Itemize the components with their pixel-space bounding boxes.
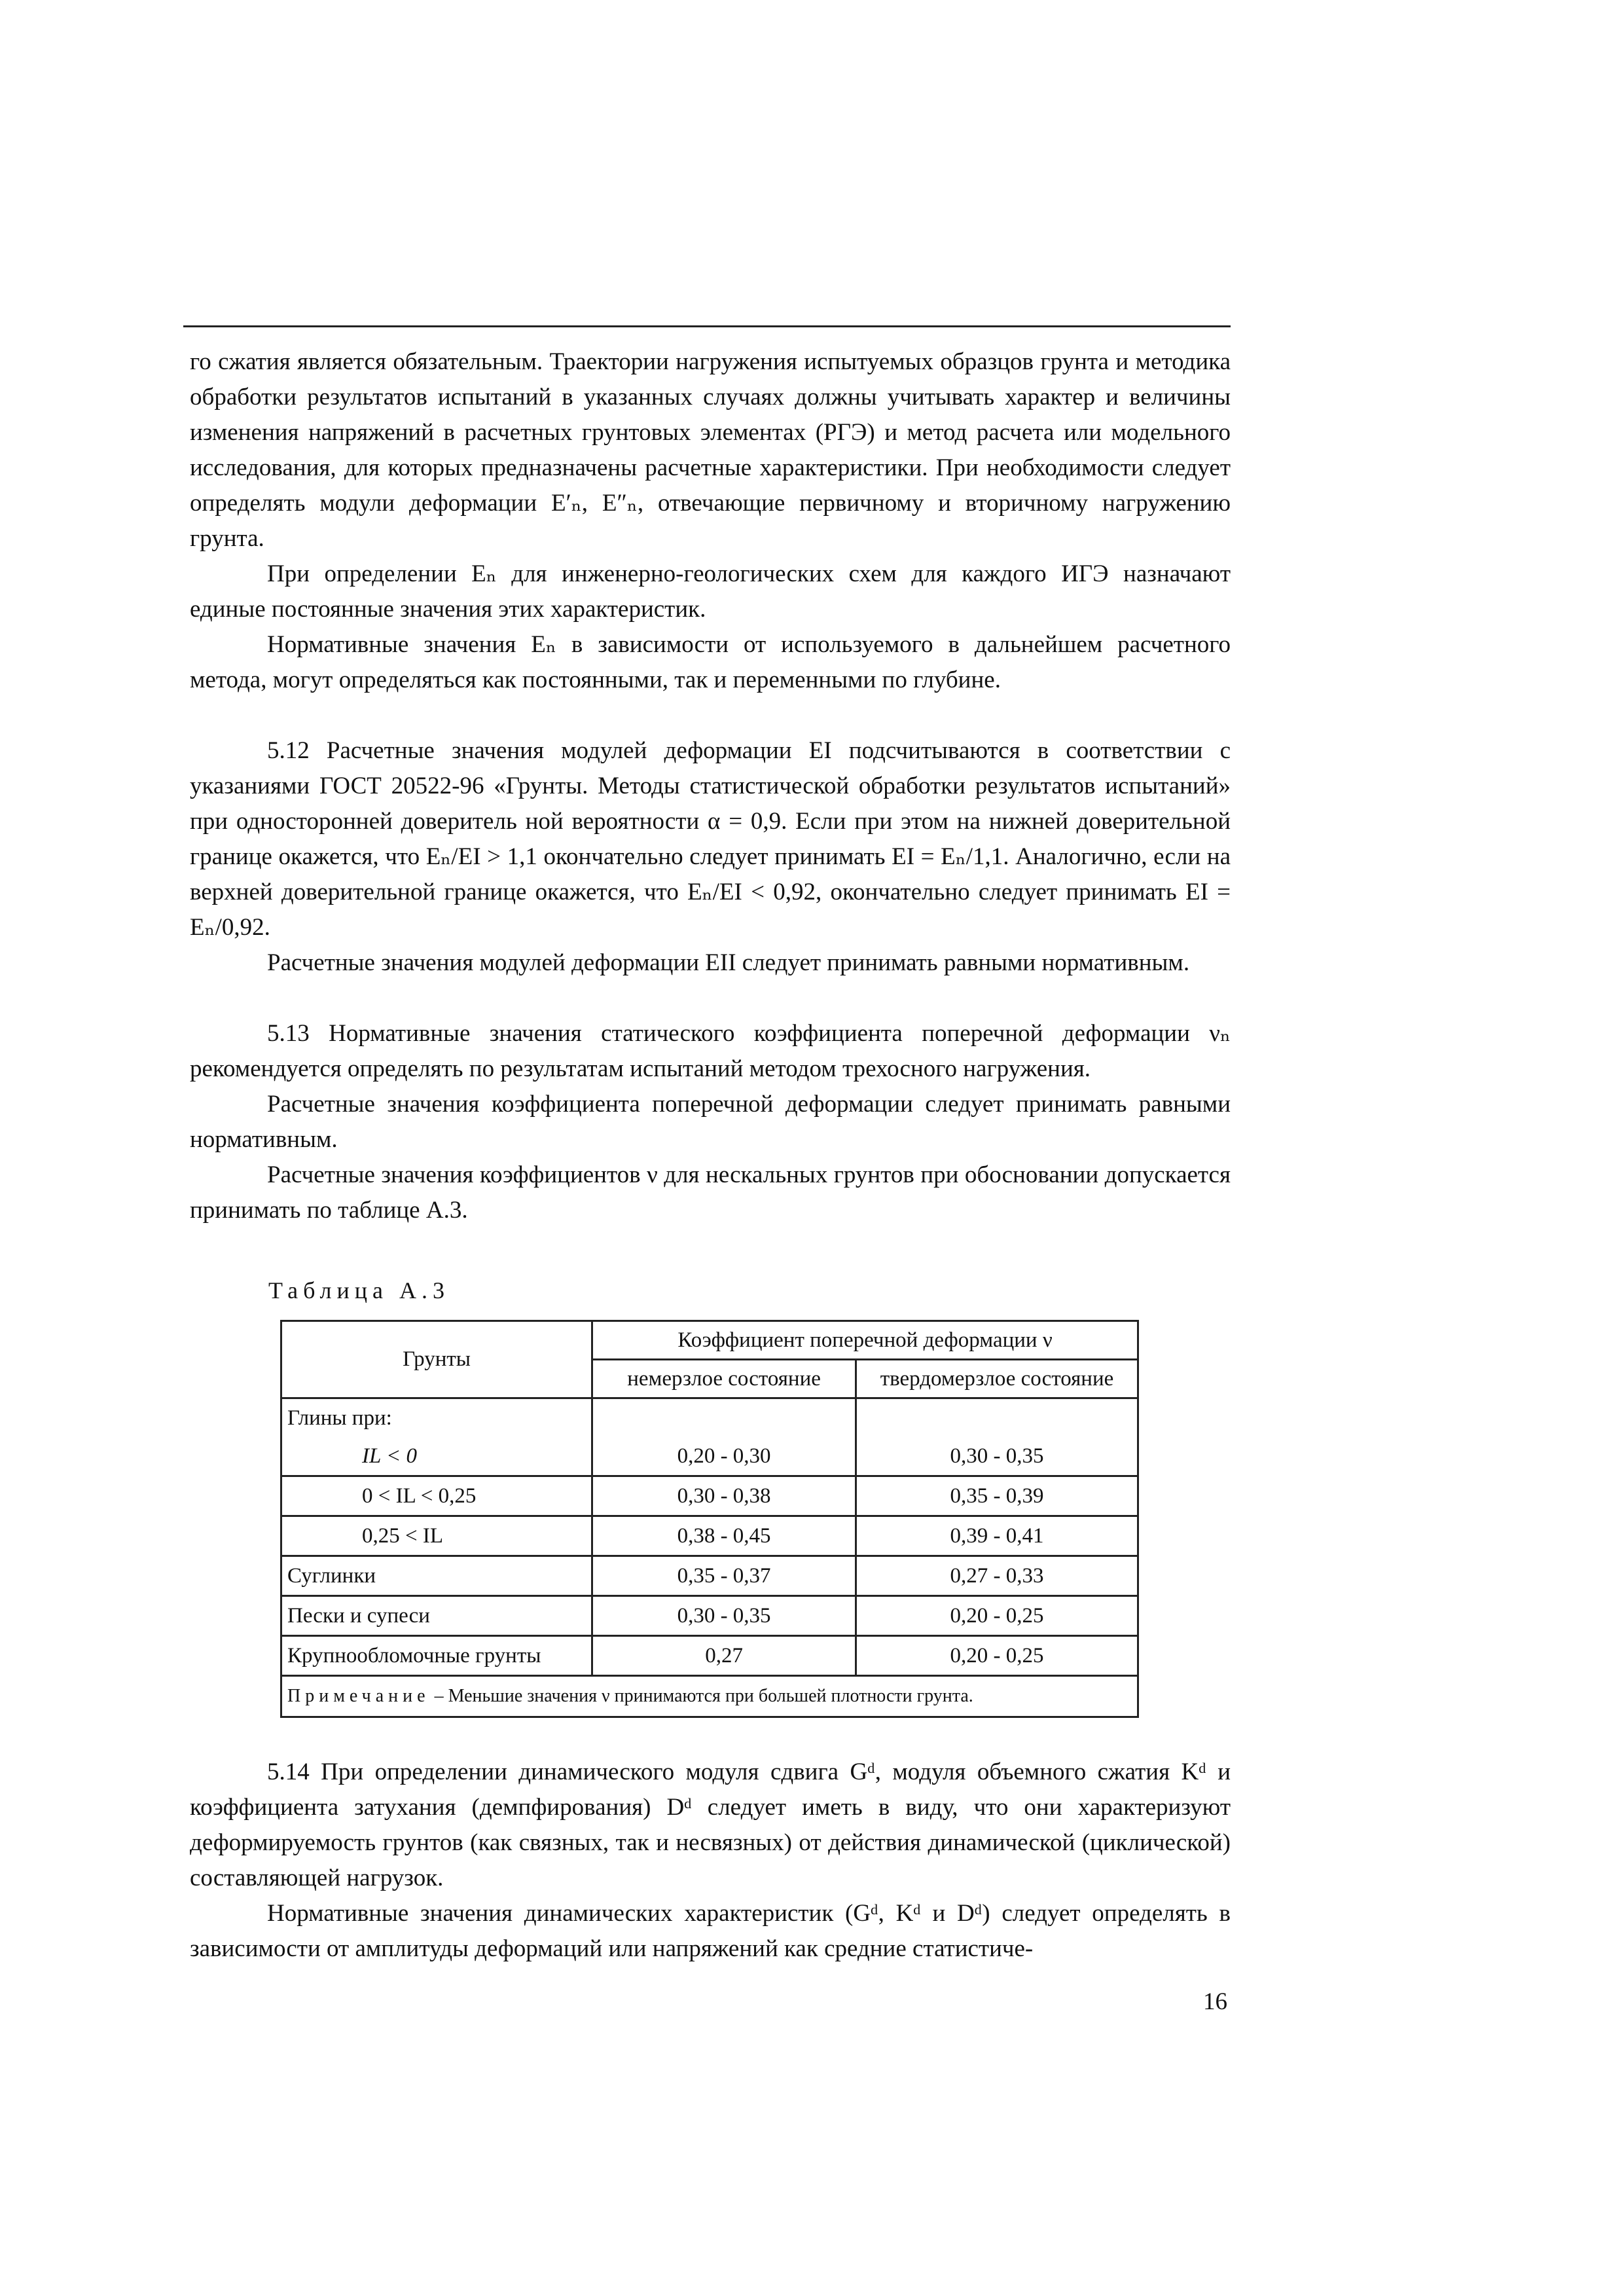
note-text: – Меньшие значения ν принимаются при большей плотности грунта. bbox=[429, 1686, 973, 1706]
table-row: Суглинки 0,35 - 0,37 0,27 - 0,33 bbox=[281, 1556, 1138, 1596]
paragraph-5-13: 5.13 Нормативные значения статического коэффициента поперечной деформации νₙ рекомендуется определять по результатам испытаний методом трехосного нагружения. bbox=[190, 1020, 1231, 1082]
col-header-group: Коэффициент поперечной деформации ν bbox=[592, 1321, 1138, 1360]
col-header-soils: Грунты bbox=[281, 1321, 592, 1398]
table-row: Глины при: bbox=[281, 1398, 1138, 1438]
table-row: 0 < IL < 0,25 0,30 - 0,38 0,35 - 0,39 bbox=[281, 1476, 1138, 1516]
paragraph-5-12: 5.12 Расчетные значения модулей деформации EI подсчитываются в соответствии с указаниями ГОСТ 20522-96 «Грунты. Методы статистической обработки результатов испытаний» при односторонней доверитель ной вероятности α = 0,9. Если при этом на нижней доверительной границе окажется, что Eₙ/EI > 1,1 окончательно следует принимать EI = Eₙ/1,1. Аналогично, если на верхней доверительной границе окажется, что Eₙ/EI < 0,92, окончательно следует принимать EI = Eₙ/0,92. bbox=[190, 737, 1231, 941]
table-caption: Таблица А.3 bbox=[268, 1277, 450, 1303]
paragraph-5-12b: Расчетные значения модулей деформации EII следует принимать равными нормативным. bbox=[267, 949, 1190, 976]
col-header-frozen: твердомерзлое состояние bbox=[856, 1360, 1138, 1398]
col-header-unfrozen: немерзлое состояние bbox=[592, 1360, 856, 1398]
body-text-top bbox=[190, 344, 1231, 1228]
paragraph-3: Нормативные значения Eₙ в зависимости от используемого в дальнейшем расчетного метода, могут определяться как постоянными, так и переменными по глубине. bbox=[190, 631, 1231, 693]
paragraph-5-13c: Расчетные значения коэффициентов ν для нескальных грунтов при обосновании допускается принимать по таблице А.3. bbox=[190, 1161, 1231, 1224]
data-table bbox=[280, 1320, 1139, 1718]
paragraph-2: При определении Eₙ для инженерно-геологических схем для каждого ИГЭ назначают единые постоянные значения этих характеристик. bbox=[190, 560, 1231, 623]
paragraph-1: го сжатия является обязательным. Траектории нагружения испытуемых образцов грунта и методика обработки результатов испытаний в указанных случаях должны учитывать характер и величины изменения напряжений в расчетных грунтовых элементах (РГЭ) и метод расчета или модельного исследования, для которых предназначены расчетные характеристики. При необходимости следует определять модули деформации E′ₙ, E″ₙ, отвечающие первичному и вторичному нагружению грунта. bbox=[190, 348, 1231, 552]
page-number: 16 bbox=[1203, 1988, 1227, 2015]
paragraph-5-14: 5.14 При определении динамического модуля сдвига Gᵈ, модуля объемного сжатия Kᵈ и коэффициента затухания (демпфирования) Dᵈ следует иметь в виду, что они характеризуют деформируемость грунтов (как связных, так и несвязных) от действия динамической (циклической) составляющей нагрузок. bbox=[190, 1758, 1231, 1891]
body-text-bottom bbox=[190, 1755, 1231, 1967]
note-label: Примечание bbox=[287, 1686, 430, 1706]
table-row: 0,25 < IL 0,38 - 0,45 0,39 - 0,41 bbox=[281, 1516, 1138, 1556]
paragraph-5-13b: Расчетные значения коэффициента поперечной деформации следует принимать равными нормативным. bbox=[190, 1091, 1231, 1153]
table-note bbox=[281, 1676, 1138, 1717]
table-row: Пески и супеси 0,30 - 0,35 0,20 - 0,25 bbox=[281, 1596, 1138, 1636]
table-row: Крупнообломочные грунты 0,27 0,20 - 0,25 bbox=[281, 1636, 1138, 1676]
paragraph-5-14b: Нормативные значения динамических характеристик (Gᵈ, Kᵈ и Dᵈ) следует определять в зависимости от амплитуды деформаций или напряжений как средние статистиче- bbox=[190, 1900, 1231, 1962]
table-row: IL < 0 0,20 - 0,30 0,30 - 0,35 bbox=[281, 1437, 1138, 1476]
header-rule bbox=[183, 325, 1231, 327]
